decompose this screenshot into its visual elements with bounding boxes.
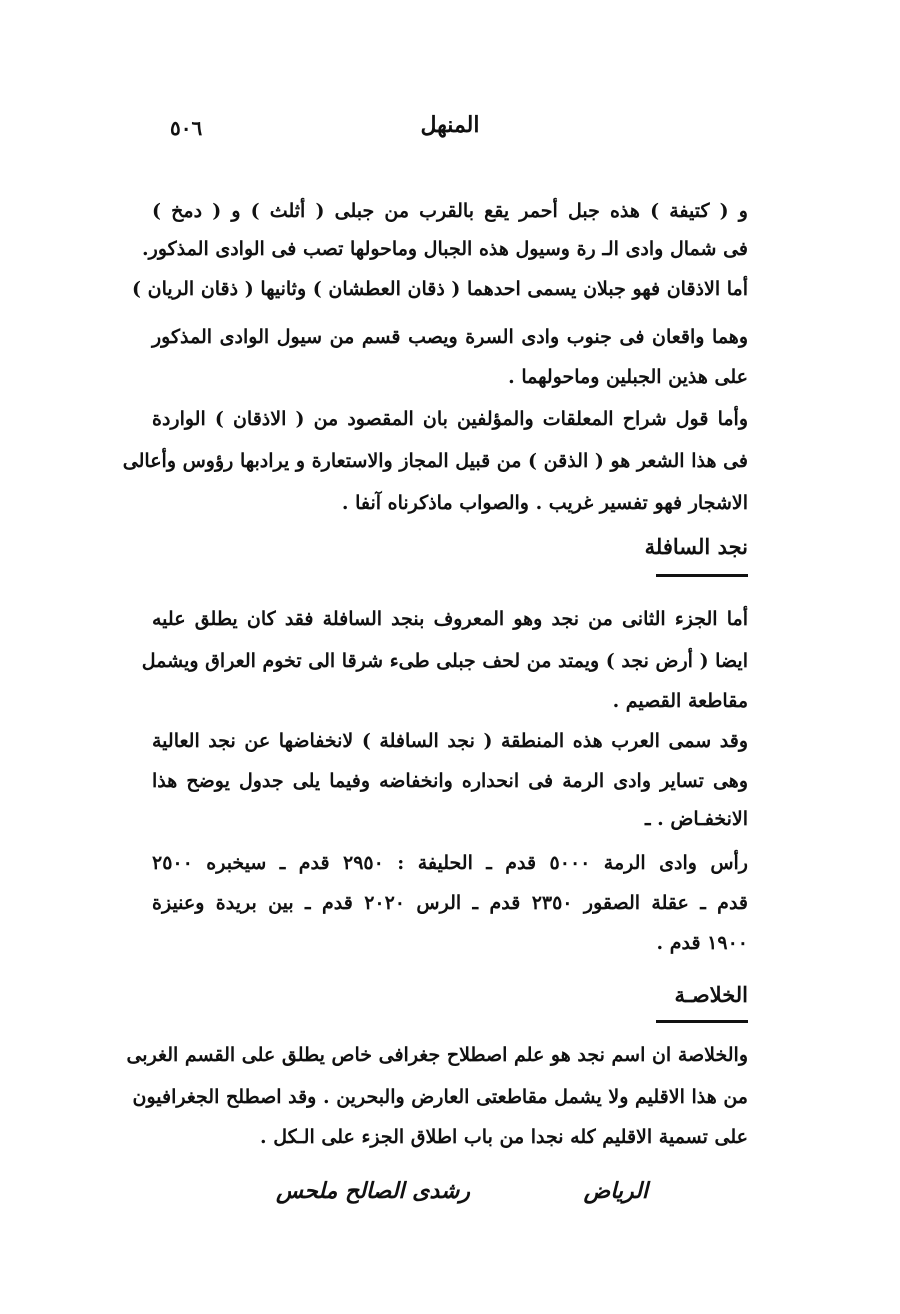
section-heading-najd-lowland: نجد السافلة <box>644 534 748 559</box>
paragraph-line: من هذا الاقليم ولا يشمل مقاطعتى العارض والبحرين . وقد اصطلح الجغرافيون <box>132 1086 748 1108</box>
paragraph-line: قدم ـ عقلة الصقور ٢٣٥٠ قدم ـ الرس ٢٠٢٠ قدم ـ بين بريدة وعنيزة <box>152 892 748 914</box>
paragraph-line: رأس وادى الرمة ٥٠٠٠ قدم ـ الحليفة : ٢٩٥٠ قدم ـ سيخبره ٢٥٠٠ <box>152 852 748 874</box>
paragraph-line: مقاطعة القصيم . <box>612 690 748 712</box>
paragraph-line: وهى تساير وادى الرمة فى انحداره وانخفاضه وفيما يلى جدول يوضح هذا <box>152 770 748 792</box>
paragraph-line: أما الاذقان فهو جبلان يسمى احدهما ( ذقان العطشان ) وثانيها ( ذقان الريان ) <box>132 278 748 300</box>
page-header <box>150 112 750 152</box>
paragraph-line: والخلاصة ان اسم نجد هو علم اصطلاح جغرافى خاص يطلق على القسم الغربى <box>126 1044 748 1066</box>
paragraph-line: على هذين الجبلين وماحولهما . <box>508 366 748 388</box>
section-heading-summary: الخلاصـة <box>674 982 748 1007</box>
paragraph-line: ايضا ( أرض نجد ) ويمتد من لحف جبلى طىء شرقا الى تخوم العراق ويشمل <box>141 650 748 672</box>
paragraph-line: ١٩٠٠ قدم . <box>656 932 748 954</box>
page-number: ٥٠٦ <box>170 116 203 140</box>
paragraph-line: أما الجزء الثانى من نجد وهو المعروف بنجد السافلة فقد كان يطلق عليه <box>152 608 748 630</box>
heading-underline <box>656 1020 748 1023</box>
paragraph-line: وأما قول شراح المعلقات والمؤلفين بان المقصود من ( الاذقان ) الواردة <box>152 408 748 430</box>
page-title: المنهل <box>420 112 480 138</box>
paragraph-line: فى هذا الشعر هو ( الذقن ) من قبيل المجاز والاستعارة و يرادبها رؤوس وأعالى <box>122 450 748 472</box>
signature-author: رشدى الصالح ملحس <box>276 1178 470 1204</box>
paragraph-line: وهما واقعان فى جنوب وادى السرة ويصب قسم من سيول الوادى المذكور <box>152 326 748 348</box>
paragraph-line: الانخفـاض . ـ <box>644 808 748 830</box>
paragraph-line: الاشجار فهو تفسير غريب . والصواب ماذكرناه آنفا . <box>341 492 748 514</box>
paragraph-line: فى شمال وادى الـ رة وسيول هذه الجبال وماحولها تصب فى الوادى المذكور. <box>142 238 748 260</box>
paragraph-line: على تسمية الاقليم كله نجدا من باب اطلاق الجزء على الـكل . <box>260 1126 748 1148</box>
paragraph-line: و ( كتيفة ) هذه جبل أحمر يقع بالقرب من جبلى ( أثلث ) و ( دمخ ) <box>152 200 748 222</box>
heading-underline <box>656 574 748 577</box>
paragraph-line: وقد سمى العرب هذه المنطقة ( نجد السافلة ) لانخفاضها عن نجد العالية <box>152 730 748 752</box>
signature-place: الرياض <box>583 1178 648 1204</box>
